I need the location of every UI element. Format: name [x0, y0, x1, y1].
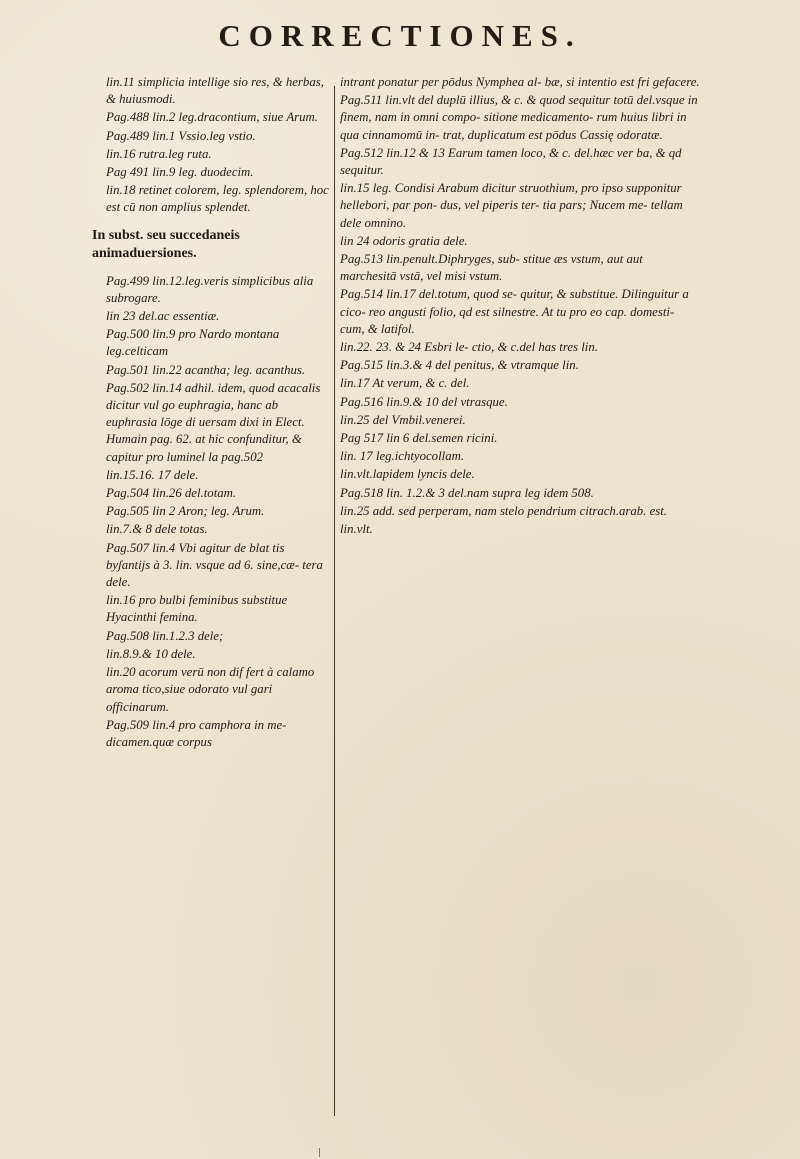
correction-entry: Pag.502 lin.14 adhil. idem, quod acacalis dicitur vul go euphragia, hanc ab euphrasia lōge di uersam dixi in Elect. Humain pag. 62. at hic confunditur, & capitur pro luminel la pag.502 [106, 380, 321, 464]
correction-entry: Pag.513 lin.penult.Diphryges, sub- stitue æs vstum, aut aut marchesitā vstā, vel misi vstum. [340, 252, 643, 284]
page-mark [319, 1148, 320, 1157]
correction-entry: lin.vlt.lapidem lyncis dele. [340, 467, 475, 482]
correction-entry: lin.16 rutra.leg ruta. [106, 146, 212, 161]
correction-entry: Pag.488 lin.2 leg.dracontium, siue Arum. [106, 110, 318, 125]
correction-entry: lin.8.9.& 10 dele. [106, 646, 196, 661]
correction-entry: lin.15 leg. Condisi Arabum dicitur struothium, pro ipso supponitur hellebori, par pon- dus, vel piperis ter- tia pars; Nucem me- tellam dele omnino. [340, 181, 683, 230]
correction-entry: Pag.516 lin.9.& 10 del vtrasque. [340, 394, 508, 409]
correction-entry: Pag.501 lin.22 acantha; leg. acanthus. [106, 362, 306, 377]
correction-entry: Pag.499 lin.12.leg.veris simplicibus alia subrogare. [106, 273, 314, 305]
correction-entry: lin.22. 23. & 24 Esbri le- ctio, & c.del has tres lin. [340, 340, 598, 355]
correction-entry: Pag.489 lin.1 Vssio.leg vstio. [106, 128, 256, 143]
correction-entry: lin. 17 leg.ichtyocollam. [340, 449, 465, 464]
correction-entry: lin.17 At verum, & c. del. [340, 376, 470, 391]
correction-entry: Pag.504 lin.26 del.totam. [106, 486, 237, 501]
correction-entry: Pag.507 lin.4 Vbi agitur de blat tis byʃantijs à 3. lin. vsque ad 6. sine,cæ- tera dele. [106, 540, 323, 590]
page-title: CORRECTIONES. [218, 18, 582, 53]
section-heading: In subst. seu succedaneis animaduersiones. [92, 227, 240, 261]
correction-entry: Pag.512 lin.12 & 13 Earum tamen loco, & c. del.hæc ver ba, & qd sequitur. [340, 145, 682, 178]
column-divider [334, 86, 335, 1116]
correction-entry: lin 23 del.ac essentiæ. [106, 309, 220, 324]
correction-entry: lin.25 del Vmbil.venerei. [340, 412, 466, 427]
correction-entry: lin.25 add. sed perperam, nam stelo pendrium citrach.arab. est. [340, 503, 668, 518]
correction-entry: lin.18 retinet colorem, leg. splendorem, hoc est cū non amplius splendet. [106, 183, 329, 215]
correction-entry: Pag.508 lin.1.2.3 dele; [106, 628, 224, 643]
correction-entry: Pag.500 lin.9 pro Nardo montana leg.celticam [106, 327, 280, 359]
correction-entry: lin.vlt. [340, 522, 373, 537]
correction-entry: Pag.518 lin. 1.2.& 3 del.nam supra leg idem 508. [340, 485, 594, 500]
correction-entry: Pag.515 lin.3.& 4 del penitus, & vtramque lin. [340, 358, 579, 373]
correction-entry: lin.16 pro bulbi feminibus substitue Hyacinthi femina. [106, 593, 288, 625]
correction-entry: intrant ponatur per pōdus Nymphea al- bæ, si intentio est fri gefacere. [340, 75, 700, 89]
correction-entry: Pag 491 lin.9 leg. duodecim. [106, 165, 254, 180]
correction-entry: lin.11 simplicia intellige sio res, & herbas, & huiusmodi. [106, 75, 324, 107]
correction-entry: lin 24 odoris gratia dele. [340, 233, 468, 248]
correction-entry: Pag.509 lin.4 pro camphora in me- dicamen.quæ corpus [106, 717, 287, 749]
correction-entry: Pag 517 lin 6 del.semen ricini. [340, 431, 498, 446]
correction-entry: lin.7.& 8 dele totas. [106, 522, 208, 537]
left-column [92, 74, 330, 752]
correction-entry: Pag.505 lin 2 Aron; leg. Arum. [106, 504, 265, 519]
correction-entry: lin.20 acorum verū non dif fert à calamo aroma tico,siue odorato vul gari officinarum. [106, 665, 315, 714]
correction-entry: Pag.511 lin.vlt del duplū illius, & c. & quod sequitur totū del.vsque in finem, nam in omni compo- sitione medicamento- rum huius libri in qua cinnamomū in- trat, duplicatum est pōdus Cassię odoratæ. [340, 93, 698, 142]
correction-entry: Pag.514 lin.17 del.totum, quod se- quitur, & substitue. Dilinguitur a cico- reo angusti folio, qd est silnestre. At tu pro eo cap. domesti- cum, & latifol. [340, 287, 689, 336]
right-column [340, 74, 700, 539]
correction-entry: lin.15.16. 17 dele. [106, 467, 199, 482]
